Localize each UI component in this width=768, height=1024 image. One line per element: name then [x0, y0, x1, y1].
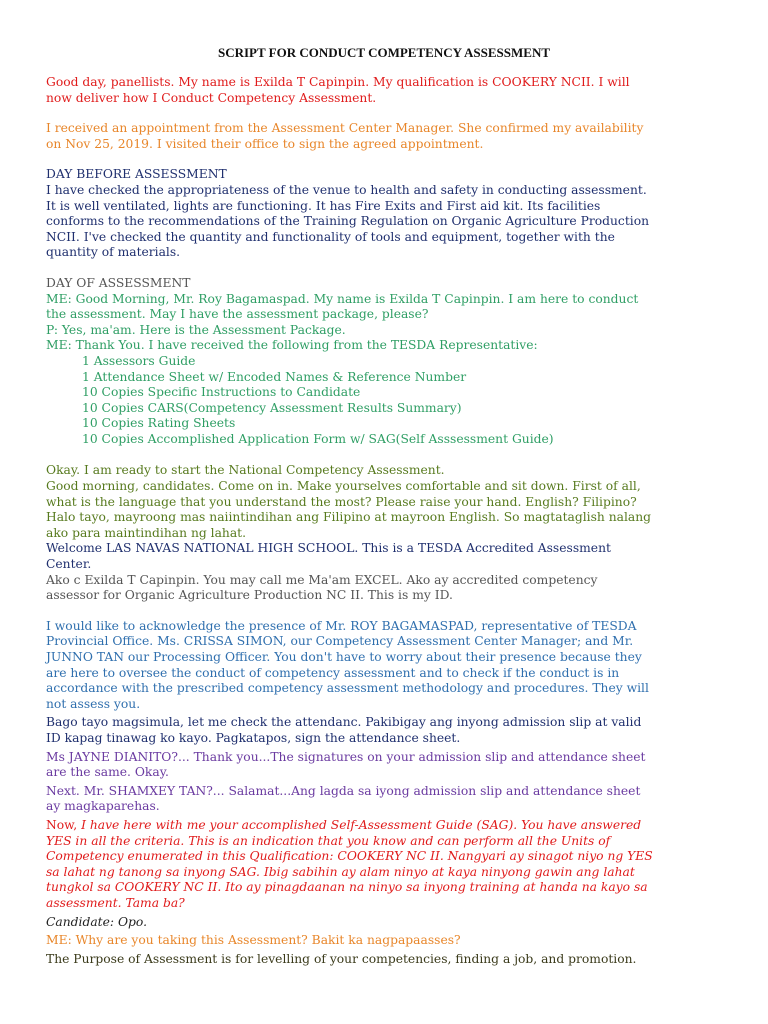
- text-line: Provincial Office. Ms. CRISSA SIMON, our Competency Assessment Center Manager; and Mr.: [46, 634, 634, 649]
- text-line: not assess you.: [46, 696, 141, 711]
- text-line: ME: Thank You. I have received the following from the TESDA Representative:: [46, 338, 538, 353]
- text-line: Ako c Exilda T Capinpin. You may call me Ma'am EXCEL. Ako ay accredited competency: [46, 572, 598, 587]
- text-line: assessment. Tama ba?: [46, 895, 185, 910]
- package-item: 10 Copies Accomplished Application Form w/ SAG(Self Asssessment Guide): [82, 431, 554, 446]
- text-line: Welcome LAS NAVAS NATIONAL HIGH SCHOOL. This is a TESDA Accredited Assessment: [46, 541, 611, 556]
- section-heading: DAY OF ASSESSMENT: [46, 275, 191, 290]
- text-line: [46, 818, 722, 834]
- text-line: accordance with the prescribed competency assessment methodology and procedures. They will: [46, 681, 649, 696]
- why-question: ME: Why are you taking this Assessment? Bakit ka nagpapaasses?: [46, 933, 461, 948]
- text-line: Next. Mr. SHAMXEY TAN?... Salamat...Ang lagda sa iyong admission slip and attendance sheet: [46, 783, 641, 798]
- text-line: Good morning, candidates. Come on in. Make yourselves comfortable and sit down. First of all,: [46, 479, 641, 494]
- text-line: Center.: [46, 557, 92, 572]
- text-line: ako para maintindihan ng lahat.: [46, 525, 247, 540]
- package-item: 10 Copies Rating Sheets: [82, 416, 236, 431]
- text-line: assessor for Organic Agriculture Production NC II. This is my ID.: [46, 588, 453, 603]
- text-line: the assessment. May I have the assessment package, please?: [46, 307, 429, 322]
- text-line: are the same. Okay.: [46, 765, 169, 780]
- attendance-paragraph: [46, 715, 722, 746]
- text-line: are here to oversee the conduct of competency assessment and to check if the conduct is in: [46, 665, 620, 680]
- day-of-section: [46, 276, 722, 448]
- text-line: Halo tayo, mayroong mas naiintindihan ang Filipino at mayroon English. So magtataglish nalang: [46, 510, 652, 525]
- text-line: I would like to acknowledge the presence of Mr. ROY BAGAMASPAD, representative of TESDA: [46, 618, 637, 633]
- acknowledge-paragraph: [46, 619, 722, 713]
- text-line: now deliver how I Conduct Competency Assessment.: [46, 90, 377, 105]
- text-line: Okay. I am ready to start the National Competency Assessment.: [46, 463, 445, 478]
- text-line: P: Yes, ma'am. Here is the Assessment Package.: [46, 322, 346, 337]
- package-item: 1 Assessors Guide: [82, 353, 196, 368]
- candidates-section: [46, 463, 722, 603]
- day-before-section: [46, 167, 722, 261]
- text-line: sa lahat ng tanong sa inyong SAG. Ibig sabihin ay alam ninyo at kaya ninyong gawin ang lahat: [46, 864, 635, 879]
- shamxey-paragraph: [46, 784, 722, 815]
- document-title: SCRIPT FOR CONDUCT COMPETENCY ASSESSMENT: [217, 45, 551, 60]
- text-line: Good day, panellists. My name is Exilda T Capinpin. My qualification is COOKERY NCII. I will: [46, 75, 630, 89]
- text-line: It is well ventilated, lights are functioning. It has Fire Exits and First aid kit. Its facilities: [46, 198, 601, 213]
- text-line: Ms JAYNE DIANITO?... Thank you...The signatures on your admission slip and attendance sheet: [46, 749, 646, 764]
- candidate-reply: Candidate: Opo.: [46, 914, 147, 929]
- package-item: 10 Copies Specific Instructions to Candidate: [82, 385, 361, 400]
- sag-paragraph: [46, 818, 722, 912]
- purpose-line: The Purpose of Assessment is for levelling of your competencies, finding a job, and promotion.: [46, 951, 637, 966]
- text-line: Competency enumerated in this Qualification: COOKERY NC II. Nangyari ay sinagot niyo ng YES: [46, 849, 653, 864]
- text-line: I received an appointment from the Assessment Center Manager. She confirmed my availability: [46, 121, 644, 136]
- sag-lead: Now,: [46, 817, 82, 832]
- text-line: tungkol sa COOKERY NC II. Ito ay pinagdaanan na ninyo sa inyong training at handa na kayo sa: [46, 880, 648, 895]
- text-line: ID kapag tinawag ko kayo. Pagkatapos, sign the attendance sheet.: [46, 730, 461, 745]
- intro-paragraph: [46, 75, 722, 106]
- text-line: ME: Good Morning, Mr. Roy Bagamaspad. My name is Exilda T Capinpin. I am here to conduct: [46, 291, 639, 306]
- package-item: 10 Copies CARS(Competency Assessment Results Summary): [82, 400, 462, 415]
- text-line: what is the language that you understand the most? Please raise your hand. English? Filipino?: [46, 494, 637, 509]
- package-item: 1 Attendance Sheet w/ Encoded Names & Reference Number: [82, 369, 467, 384]
- text-line: Bago tayo magsimula, let me check the attendanc. Pakibigay ang inyong admission slip at valid: [46, 715, 642, 730]
- text-line: NCII. I've checked the quantity and functionality of tools and equipment, together with the: [46, 229, 615, 244]
- section-heading: DAY BEFORE ASSESSMENT: [46, 167, 227, 182]
- text-line: JUNNO TAN our Processing Officer. You don't have to worry about their presence because they: [46, 650, 642, 664]
- text-line: quantity of materials.: [46, 245, 181, 260]
- text-line: on Nov 25, 2019. I visited their office to sign the agreed appointment.: [46, 136, 484, 151]
- sag-first-line: I have here with me your accomplished Self-Assessment Guide (SAG). You have answered: [81, 817, 642, 832]
- text-line: conforms to the recommendations of the Training Regulation on Organic Agriculture Production: [46, 214, 650, 229]
- text-line: YES in all the criteria. This is an indication that you know and can perform all the Units of: [46, 833, 611, 848]
- appointment-paragraph: [46, 121, 722, 152]
- text-line: ay magkaparehas.: [46, 799, 160, 814]
- jayne-paragraph: [46, 750, 722, 781]
- text-line: I have checked the appropriateness of the venue to health and safety in conducting assessment.: [46, 182, 647, 197]
